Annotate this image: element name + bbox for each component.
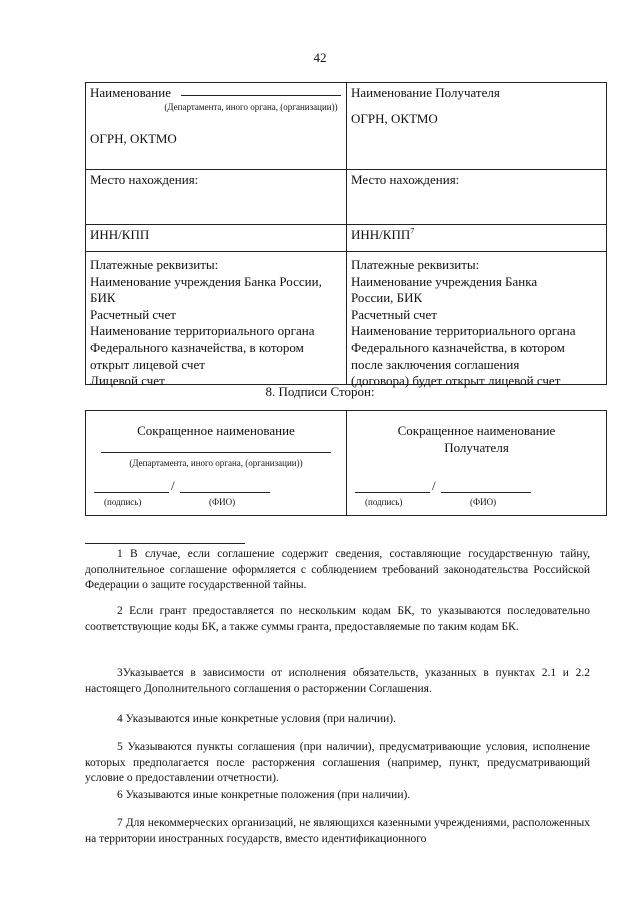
inn-footnote-mark: 7 [410,226,415,236]
left-payment-line: Лицевой счет [90,373,165,389]
footnote-3: 3Указывается в зависимости от исполнения обязательств, указанных в пунктах 2.1 и 2.2 настоящего Дополнительного соглашения о расторжении Соглашения. [85,667,590,695]
payment-row [86,252,606,389]
right-payment-line: Федерального казначейства, в котором [351,339,565,355]
right-inn-label: ИНН/КПП [351,227,411,242]
left-ogrn-label: ОГРН, ОКТМО [90,130,177,146]
right-name-label: Наименование Получателя [351,85,500,100]
right-inn-cell [346,225,606,251]
right-signature-label: (подпись) [365,497,403,507]
inn-row [86,225,606,252]
left-payment-line: Федерального казначейства, в котором [90,339,304,355]
footnote-7: 7 Для некоммерческих организаций, не являющихся казенными учреждениями, расположенных на территории иностранных государств, вместо идентификационного [85,817,590,845]
signature-blank [355,492,430,493]
footnote-separator [85,543,245,544]
left-name-underline [101,452,331,453]
left-location-label: Место нахождения: [90,172,199,187]
left-signature-cell [86,411,346,515]
right-name-cell [346,83,606,169]
right-payment-line: после заключения соглашения [351,356,520,372]
left-payment-line: Платежные реквизиты: [90,257,219,272]
requisites-table [85,82,607,389]
left-name-label: Наименование [90,85,171,100]
left-payment-line: открыт лицевой счет [90,356,205,372]
right-payment-cell [346,252,606,389]
fio-blank [441,492,531,493]
right-payment-line: Наименование учреждения Банка [351,273,538,289]
footnote-6: 6 Указываются иные конкретные положения (при наличии). [117,789,411,801]
left-inn-label: ИНН/КПП [90,227,150,242]
fio-blank [180,492,270,493]
footnote-2: 2 Если грант предоставляется по нескольким кодам БК, то указываются последовательно соответствующие коды БК, а также суммы гранта, предоставляемые по таким кодам БК. [85,605,590,633]
footnote-1: 1 В случае, если соглашение содержит сведения, составляющие государственную тайну, дополнительное соглашение оформляется с соблюдением требований законодательства Российской Федерации о защите государственной тайны. [85,548,590,591]
right-payment-line: Наименование территориального органа [351,323,576,339]
right-ogrn-label: ОГРН, ОКТМО [351,110,438,126]
right-payment-line: (договора) будет открыт лицевой счет [351,373,561,389]
signature-blank [94,492,169,493]
right-fio-label: (ФИО) [470,497,497,507]
right-payment-line: Платежные реквизиты: [351,257,480,272]
left-payment-line: БИК [90,290,116,306]
name-row [86,83,606,170]
slash-separator: / [171,478,175,493]
right-short-name-line1: Сокращенное наименование [397,423,556,438]
left-name-cell [86,83,346,169]
signatures-table [85,410,607,516]
location-row [86,170,606,225]
left-payment-line: Расчетный счет [90,306,176,322]
left-name-caption: (Департамента, иного органа, (организации)) [164,101,338,112]
left-signature-label: (подпись) [104,497,142,507]
left-payment-line: Наименование территориального органа [90,323,315,339]
left-short-name-caption: (Департамента, иного органа, (организации)) [129,457,303,468]
left-payment-line: Наименование учреждения Банка России, [90,273,322,289]
right-short-name-line2: Получателя [444,439,509,455]
left-short-name: Сокращенное наименование [137,423,295,438]
right-payment-line: России, БИК [351,290,423,306]
footnote-4: 4 Указываются иные конкретные условия (при наличии). [117,713,396,725]
signatures-title: 8. Подписи Сторон: [265,384,375,399]
left-fio-label: (ФИО) [209,497,236,507]
slash-separator: / [432,478,436,493]
right-signature-line [355,478,595,507]
page-number: 42 [313,50,327,65]
name-blank-line [181,85,341,96]
footnote-5: 5 Указываются пункты соглашения (при наличии), предусматривающие условия, исполнение которых предполагается после расторжения соглашения (например, пункт, предусматривающий условие о предоставлении отчетности). [85,741,590,784]
left-signature-line [94,478,334,507]
left-payment-cell [86,252,346,389]
right-location-label: Место нахождения: [346,170,606,224]
right-payment-line: Расчетный счет [351,306,437,322]
right-signature-cell [346,411,606,515]
